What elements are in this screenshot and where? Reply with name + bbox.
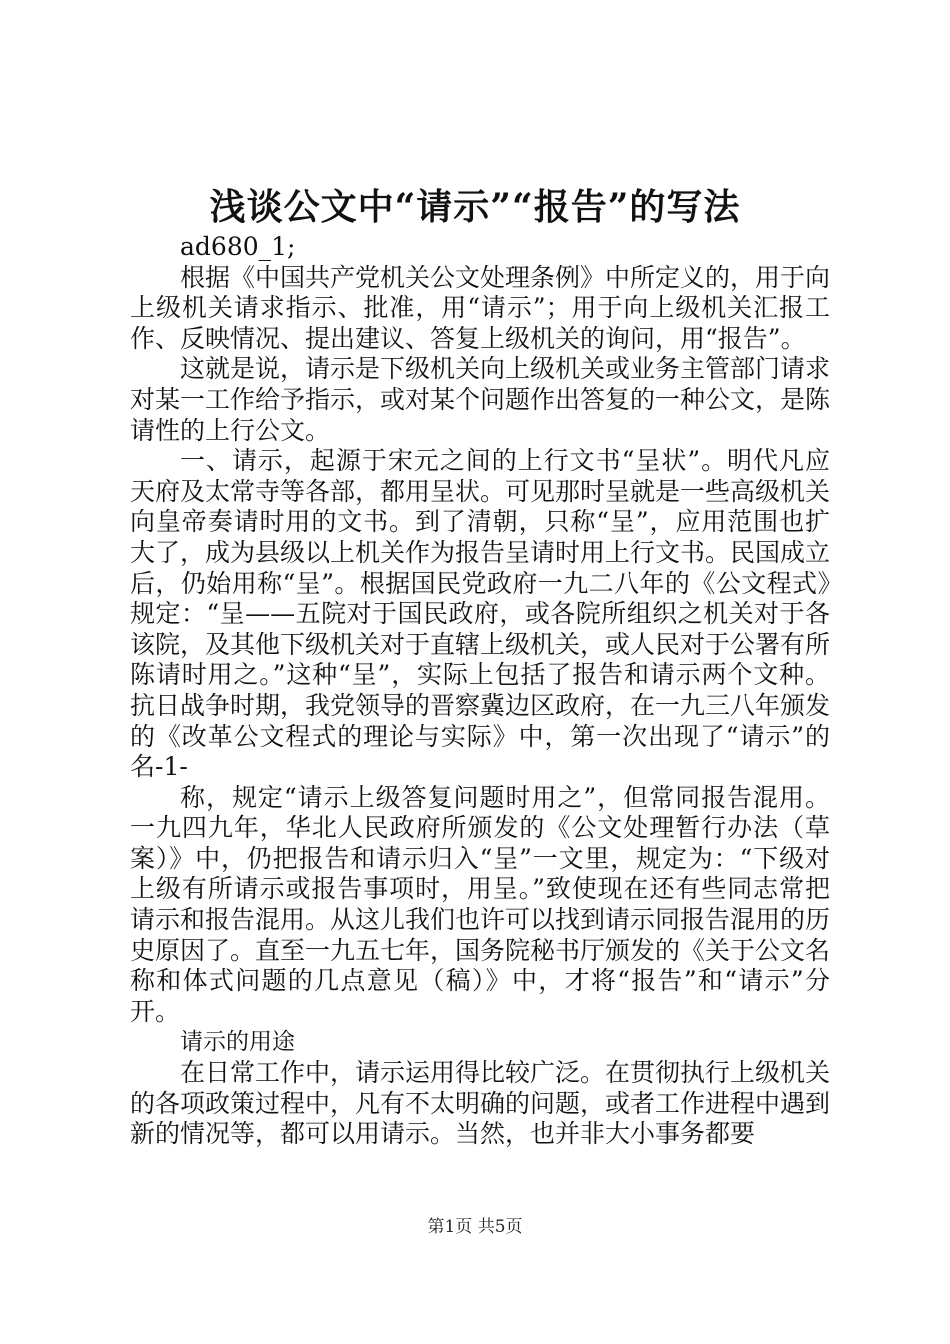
paragraph-history-continued: 称，规定“请示上级答复问题时用之”，但常同报告混用。一九四九年，华北人民政府所颁发的《公文处理暂行办法（草案）》中，仍把报告和请示归入“呈”一文里，规定为：“下级对上级有所请示或报告事项时，用呈。”致使现在还有些同志常把请示和报告混用。从这儿我们也许可以找到请示同报告混用的历史原因了。直至一九五七年，国务院秘书厅颁发的《关于公文名称和体式问题的几点意见（稿）》中，才将“报告”和“请示”分开。 bbox=[130, 782, 831, 1026]
page-number-footer: 第1页 共5页 bbox=[427, 1217, 523, 1237]
paragraph-ref-code: ad680_1; bbox=[180, 232, 296, 261]
paragraph-definition: 根据《中国共产党机关公文处理条例》中所定义的，用于向上级机关请求指示、批准，用“请示”；用于向上级机关汇报工作、反映情况、提出建议、答复上级机关的询问，用“报告”。 bbox=[130, 262, 831, 353]
paragraph-meaning: 这就是说，请示是下级机关向上级机关或业务主管部门请求对某一工作给予指示，或对某个问题作出答复的一种公文，是陈请性的上行公文。 bbox=[130, 354, 831, 445]
document-body bbox=[130, 232, 830, 1150]
paragraph-history: 一、请示，起源于宋元之间的上行文书“呈状”。明代凡应天府及太常寺等各部，都用呈状。可见那时呈就是一些高级机关向皇帝奏请时用的文书。到了清朝，只称“呈”，应用范围也扩大了，成为县级以上机关作为报告呈请时用上行文书。民国成立后，仍始用称“呈”。根据国民党政府一九二八年的《公文程式》规定：“呈——五院对于国民政府，或各院所组织之机关对于各该院，及其他下级机关对于直辖上级机关，或人民对于公署有所陈请时用之。”这种“呈”，实际上包括了报告和请示两个文种。抗日战争时期，我党领导的晋察冀边区政府，在一九三八年颁发的《改革公文程式的理论与实际》中，第一次出现了“请示”的名-1- bbox=[130, 446, 831, 782]
section-heading-usage: 请示的用途 bbox=[180, 1029, 295, 1056]
document-title: 浅谈公文中“请示”“报告”的写法 bbox=[209, 186, 741, 228]
paragraph-usage: 在日常工作中，请示运用得比较广泛。在贯彻执行上级机关的各项政策过程中，凡有不太明确的问题，或者工作进程中遇到新的情况等，都可以用请示。当然，也并非大小事务都要 bbox=[130, 1058, 831, 1149]
